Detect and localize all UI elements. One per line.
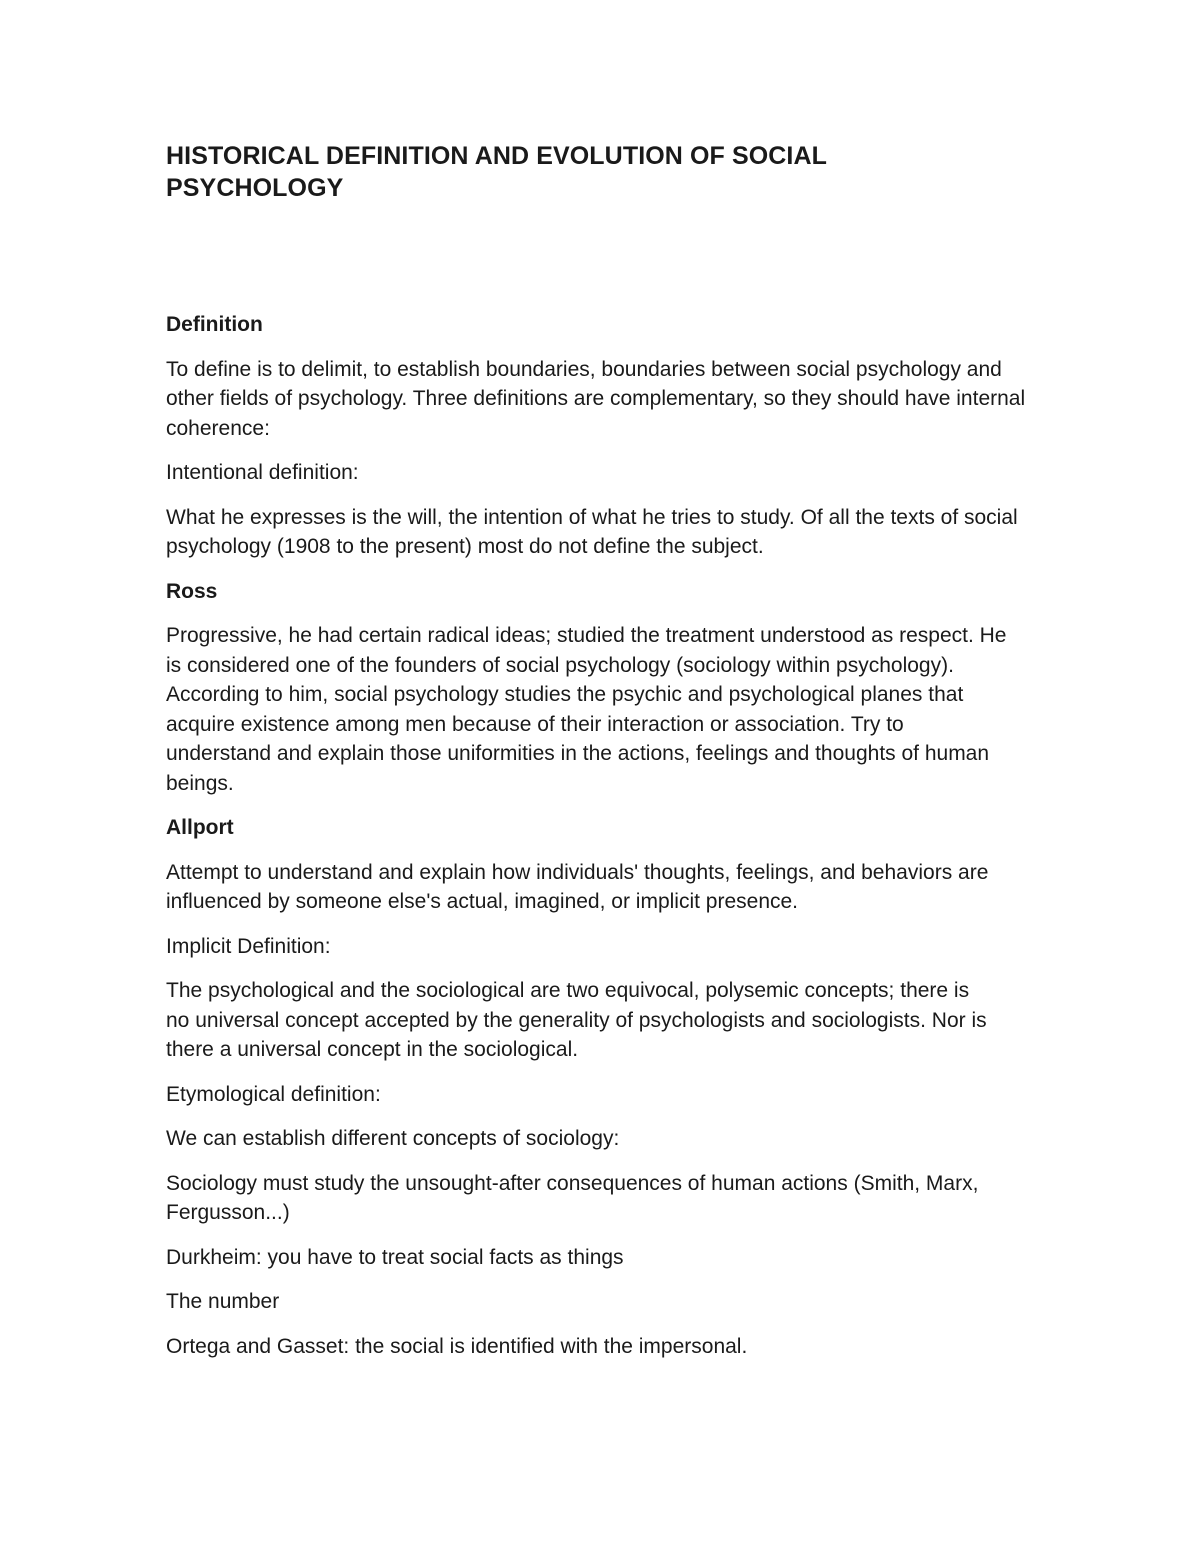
- heading-ross: Ross: [166, 579, 218, 603]
- paragraph-concepts-intro: We can establish different concepts of sociology:: [166, 1127, 620, 1150]
- heading-allport: Allport: [166, 816, 234, 839]
- paragraph-implicit-label: Implicit Definition:: [166, 934, 331, 958]
- paragraph-the-number: The number: [166, 1290, 280, 1313]
- paragraph-define-intro: To define is to delimit, to establish boundaries, boundaries between social psychology and other fields of psychology. Three definitions are complementary, so they should have internal coherence:: [166, 357, 1026, 440]
- paragraph-durkheim: Durkheim: you have to treat social facts as things: [166, 1245, 624, 1269]
- paragraph-sociology-study: Sociology must study the unsought-after consequences of human actions (Smith, Marx, Fergusson...): [166, 1171, 979, 1224]
- heading-definition: Definition: [166, 313, 263, 336]
- document-page: [166, 140, 1046, 1376]
- paragraph-intentional-label: Intentional definition:: [166, 461, 359, 484]
- paragraph-implicit-text: The psychological and the sociological are two equivocal, polysemic concepts; there is no universal concept accepted by the generality of psychologists and sociologists. Nor is there a universal concept in the sociological.: [166, 979, 987, 1061]
- paragraph-intentional-text: What he expresses is the will, the intention of what he tries to study. Of all the texts of social psychology (1908 to the present) most do not define the subject.: [166, 505, 1018, 558]
- paragraph-ortega: Ortega and Gasset: the social is identified with the impersonal.: [166, 1334, 748, 1358]
- paragraph-ross: Progressive, he had certain radical ideas; studied the treatment understood as respect. He is considered one of the founders of social psychology (sociology within psychology). According to him, social psychology studies the psychic and psychological planes that acquire existence among men because of their interaction or association. Try to understand and explain those uniformities in the actions, feelings and thoughts of human beings.: [166, 624, 1007, 795]
- document-title: HISTORICAL DEFINITION AND EVOLUTION OF SOCIAL PSYCHOLOGY: [166, 142, 827, 202]
- paragraph-allport: Attempt to understand and explain how individuals' thoughts, feelings, and behaviors are influenced by someone else's actual, imagined, or implicit presence.: [166, 860, 989, 913]
- paragraph-etymological-label: Etymological definition:: [166, 1082, 381, 1106]
